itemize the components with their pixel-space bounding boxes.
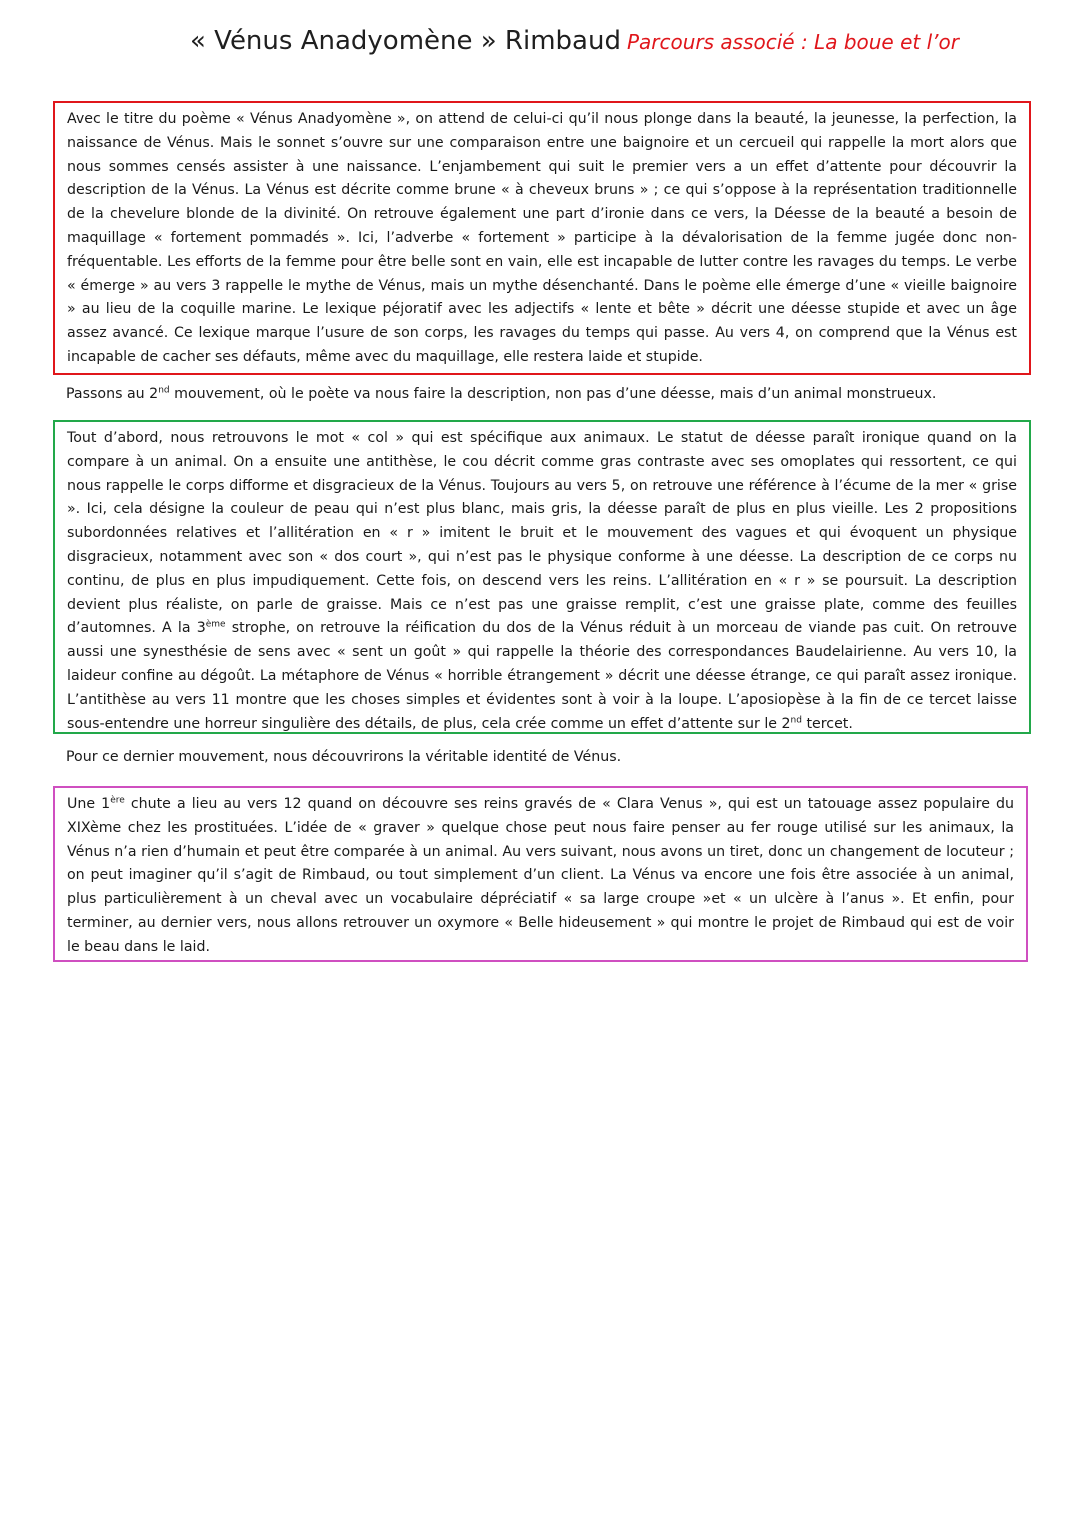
section-third-movement-text	[67, 793, 1014, 960]
transition-second-movement	[66, 383, 1026, 407]
section-third-text-a: Une 1	[67, 796, 111, 812]
section-third-movement	[53, 786, 1028, 962]
transition-second-movement-text-a: Passons au 2	[66, 386, 159, 402]
section-first-movement	[53, 101, 1031, 375]
transition-second-movement-text-b: mouvement, où le poète va nous faire la description, non pas d’une déesse, mais d’un animal monstrueux.	[169, 386, 937, 402]
section-second-movement-text	[67, 427, 1017, 736]
document-title: « Vénus Anadyomène » Rimbaud	[190, 26, 621, 56]
transition-third-movement: Pour ce dernier mouvement, nous découvrirons la véritable identité de Vénus.	[66, 749, 622, 765]
section-first-movement-text: Avec le titre du poème « Vénus Anadyomène », on attend de celui-ci qu’il nous plonge dans la beauté, la jeunesse, la perfection, la naissance de Vénus. Mais le sonnet s’ouvre sur une comparaison entre une baignoire et un cercueil qui rappelle la mort alors que nous sommes censés assister à une naissance. L’enjambement qui suit le premier vers a un effet d’attente pour découvrir la description de la Vénus. La Vénus est décrite comme brune « à cheveux bruns » ; ce qui s’oppose à la représentation traditionnelle de la chevelure blonde de la divinité. On retrouve également une part d’ironie dans ce vers, la Déesse de la beauté a besoin de maquillage « fortement pommadés ». Ici, l’adverbe « fortement » participe à la dévalorisation de la femme jugée donc non-fréquentable. Les efforts de la femme pour être belle sont en vain, elle est incapable de lutter contre les ravages du temps. Le verbe « émerge » au vers 3 rappelle le mythe de Vénus, mais un mythe désenchanté. Dans le poème elle émerge d’une « vieille baignoire » au lieu de la coquille marine. Le lexique péjoratif avec les adjectifs « lente et bête » décrit une déesse stupide et avec un âge assez avancé. Ce lexique marque l’usure de son corps, les ravages du temps qui passe. Au vers 4, on comprend que la Vénus est incapable de cacher ses défauts, même avec du maquillage, elle restera laide et stupide.	[67, 111, 1017, 365]
page-header	[190, 26, 959, 56]
section-third-text-b: chute a lieu au vers 12 quand on découvre ses reins gravés de « Clara Venus », qui est un tatouage assez populaire du XIXème chez les prostituées. L’idée de « graver » quelque chose peut nous faire penser au fer rouge utilisé sur les animaux, la Vénus n’a rien d’humain et peut être comparée à un animal. Au vers suivant, nous avons un tiret, donc un changement de locuteur ; on peut imaginer qu’il s’agit de Rimbaud, ou tout simplement d’un client. La Vénus va encore une fois être associée à un animal, plus particulièrement à un cheval avec un vocabulaire dépréciatif « sa large croupe »et « un ulcère à l’anus ». Et enfin, pour terminer, au dernier vers, nous allons retrouver un oxymore « Belle hideusement » qui montre le projet de Rimbaud qui est de voir le beau dans le laid.	[67, 796, 1014, 955]
ordinal-sup: nd	[790, 714, 802, 725]
section-second-text-b: strophe, on retrouve la réification du dos de la Vénus réduit à un morceau de viande pas cuit. On retrouve aussi une synesthésie de sens avec « sent un goût » qui rappelle la théorie des correspondances Baudelairienne. Au vers 10, la laideur confine au dégoût. La métaphore de Vénus « horrible étrangement » décrit une déesse étrange, ce qui paraît assez ironique. L’antithèse au vers 11 montre que les choses simples et évidentes sont à voir à la loupe. L’aposiopèse à la fin de ce tercet laisse sous-entendre une horreur singulière des détails, de plus, cela crée comme un effet d’attente sur le 2	[67, 620, 1017, 732]
ordinal-sup: nd	[158, 385, 170, 396]
section-second-text-a: Tout d’abord, nous retrouvons le mot « col » qui est spécifique aux animaux. Le statut de déesse paraît ironique quand on la compare à un animal. On a ensuite une antithèse, le cou décrit comme gras contraste avec ses omoplates qui ressortent, ce qui nous rappelle le corps difforme et disgracieux de la Vénus. Toujours au vers 5, on retrouve une référence à l’écume de la mer « grise ». Ici, cela désigne la couleur de peau qui n’est plus blanc, mais gris, la déesse paraît de plus en plus vieille. Les 2 propositions subordonnées relatives et l’allitération en « r » imitent le bruit et le mouvement des vagues et qui évoquent un physique disgracieux, notamment avec son « dos court », qui n’est pas le physique conforme à une déesse. La description de ce corps nu continu, de plus en plus impudiquement. Cette fois, on descend vers les reins. L’allitération en « r » se poursuit. La description devient plus réaliste, on parle de graisse. Mais ce n’est pas une graisse remplit, c’est une graisse plate, comme des feuilles d’automnes. A la 3	[67, 430, 1017, 637]
ordinal-sup: ème	[205, 619, 226, 630]
section-second-movement	[53, 420, 1031, 734]
document-subtitle: Parcours associé : La boue et l’or	[626, 30, 959, 54]
ordinal-sup: ère	[110, 795, 125, 806]
section-second-text-c: tercet.	[801, 715, 853, 732]
